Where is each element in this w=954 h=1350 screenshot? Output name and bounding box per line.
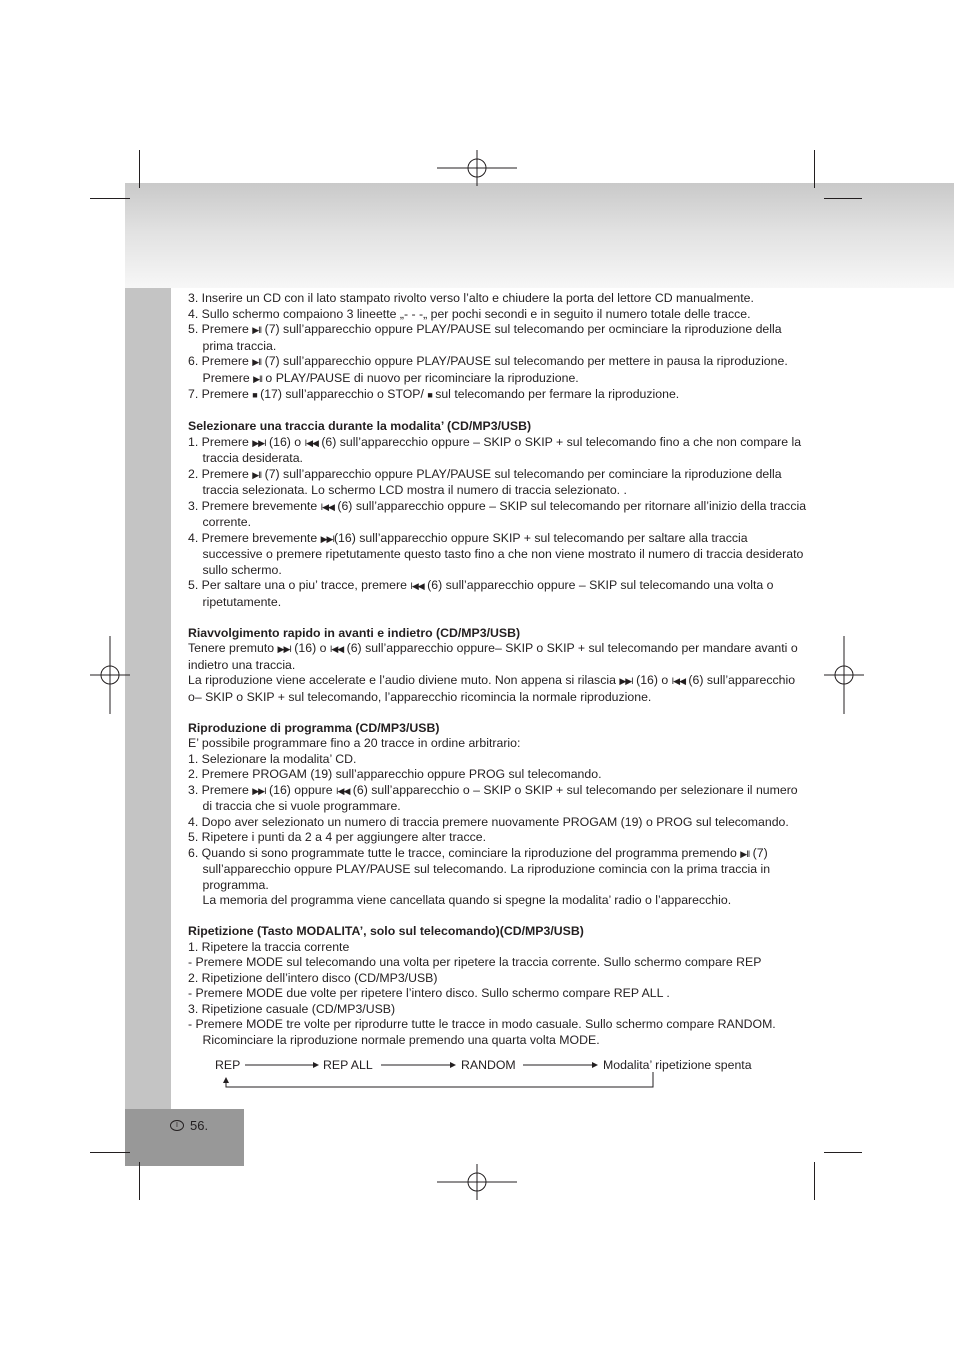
list-item: 5. Ripetere i punti da 2 a 4 per aggiungere alter tracce. xyxy=(188,830,487,844)
crop-mark xyxy=(139,150,140,188)
crop-mark xyxy=(139,1162,140,1200)
list-item: 3. Premere ▶▶I (16) oppure I◀◀ (6) sull’apparecchio o – SKIP o SKIP + sul telecomando per selezionare il numero di traccia che si vuole programmare. xyxy=(188,782,798,813)
next-icon: ▶▶I xyxy=(252,785,266,796)
list-item: 4. Sullo schermo compaiono 3 lineette „- - -„ per pochi secondi e in seguito il numero totale delle tracce. xyxy=(188,306,751,321)
next-icon: ▶▶I xyxy=(320,533,334,544)
program-intro: E’ possibile programmare fino a 20 tracce in ordine arbitrario: xyxy=(188,736,521,750)
prev-icon: I◀◀ xyxy=(671,676,685,686)
list-item: La riproduzione viene accelerate e l’audio diviene muto. Non appena si rilascia ▶▶I (16) o I◀◀ (6) sull’apparecchio o– SKIP o SKIP + sul telecomando, l’apparecchio ricomincia la normale riproduzione. xyxy=(188,673,796,704)
list-item: 7. Premere ■ (17) sull’apparecchio o STOP/ ■ sul telecomando per fermare la riproduzione. xyxy=(188,387,680,401)
list-item: 4. Dopo aver selezionato un numero di traccia premere nuovamente PROGAM (19) o PROG sul telecomando. xyxy=(188,814,789,829)
steps-top xyxy=(188,291,808,404)
list-item: - Premere MODE due volte per ripetere l’intero disco. Sullo schermo compare REP ALL . xyxy=(188,986,670,1000)
list-item: 4. Premere brevemente ▶▶I(16) sull’apparecchio oppure SKIP + sul telecomando per saltare alla traccia successive o premere ripetutamente questo tasto fino a che non viene mostrato il numero di traccia desiderato sullo schermo. xyxy=(188,530,804,577)
side-strip xyxy=(125,288,171,1110)
prev-icon: I◀◀ xyxy=(304,437,318,448)
prev-icon: I◀◀ xyxy=(410,581,424,591)
section-title-repeat: Ripetizione (Tasto MODALITA’, solo sul telecomando)(CD/MP3/USB) xyxy=(188,924,584,938)
diagram-rep: REP xyxy=(215,1058,241,1072)
program-note: La memoria del programma viene cancellata quando si spegne la modalita’ radio o l’apparecchio. xyxy=(202,893,732,907)
list-item: 1. Ripetere la traccia corrente xyxy=(188,939,350,954)
stop-icon: ■ xyxy=(427,390,432,400)
play-pause-icon: ▶II xyxy=(252,325,262,335)
list-item: - Premere MODE sul telecomando una volta per ripetere la traccia corrente. Sullo schermo compare REP xyxy=(188,955,762,969)
repeat-cycle-diagram xyxy=(215,1058,815,1094)
section-title-program: Riproduzione di programma (CD/MP3/USB) xyxy=(188,720,440,735)
diagram-off: Modalita’ ripetizione spenta xyxy=(603,1058,752,1072)
diagram-rep-all: REP ALL xyxy=(323,1058,373,1072)
prev-icon: I◀◀ xyxy=(329,644,344,654)
crop-mark xyxy=(814,150,815,188)
list-item: Tenere premuto ▶▶I (16) o I◀◀ (6) sull’apparecchio oppure– SKIP o SKIP + sul telecomando per mandare avanti o indietro una traccia. xyxy=(188,641,798,672)
registration-mark-icon xyxy=(437,1162,517,1202)
diagram-random: RANDOM xyxy=(461,1058,516,1072)
play-pause-icon: ▶II xyxy=(252,357,262,367)
section-rewind-items xyxy=(188,641,808,705)
next-icon: ▶▶I xyxy=(252,437,266,448)
crop-mark xyxy=(814,1162,815,1200)
list-item: 1. Premere ▶▶I (16) o I◀◀ (6) sull’apparecchio oppure – SKIP o SKIP + sul telecomando fino a che non compare la traccia desiderata. xyxy=(188,434,802,465)
list-item: 3. Inserire un CD con il lato stampato rivolto verso l’alto e chiudere la porta del lettore CD manualmente. xyxy=(188,291,754,305)
list-item: 1. Selezionare la modalita’ CD. xyxy=(188,751,357,766)
section-select-items xyxy=(188,435,808,611)
crop-mark xyxy=(90,1152,130,1153)
list-item: 2. Ripetizione dell’intero disco (CD/MP3/USB) xyxy=(188,970,438,985)
stop-icon: ■ xyxy=(252,390,257,400)
list-item: 5. Premere ▶II (7) sull’apparecchio oppure PLAY/PAUSE sul telecomando per ocminciare la riproduzione della prima traccia. xyxy=(188,322,782,353)
next-icon: ▶▶I xyxy=(277,644,291,654)
section-title-rewind: Riavvolgimento rapido in avanti e indietro (CD/MP3/USB) xyxy=(188,625,521,640)
page-number xyxy=(170,1118,208,1133)
list-item: 2. Premere ▶II (7) sull’apparecchio oppure PLAY/PAUSE sul telecomando per cominciare la riproduzione della traccia selezionata. Lo schermo LCD mostra il numero di traccia selezionato. . xyxy=(188,466,782,497)
play-pause-icon: ▶II xyxy=(253,373,263,384)
registration-mark-icon xyxy=(90,636,130,714)
list-item: 6. Quando si sono programmate tutte le tracce, cominciare la riproduzione del programma premendo ▶II (7) sull’apparecchio oppure PLAY/PAUSE sul telecomando. La riproduzione comincia con la prima traccia in programma. xyxy=(188,845,771,892)
list-item: 6. Premere ▶II (7) sull’apparecchio oppure PLAY/PAUSE sul telecomando per mettere in pausa la riproduzione. Premere ▶II o PLAY/PAUSE di nuovo per ricominciare la riproduzione. xyxy=(188,354,788,385)
prev-icon: I◀◀ xyxy=(336,785,350,796)
language-circle-icon: I xyxy=(170,1120,184,1131)
manual-content xyxy=(188,291,808,1048)
section-repeat-items xyxy=(188,940,808,1049)
list-item: 3. Premere brevemente I◀◀ (6) sull’apparecchio oppure – SKIP sul telecomando per ritornare all’inizio della traccia corrente. xyxy=(188,498,807,529)
list-item: 5. Per saltare una o piu’ tracce, premere I◀◀ (6) sull’apparecchio oppure – SKIP sul telecomando una volta o ripetutamente. xyxy=(188,578,774,609)
crop-mark xyxy=(90,198,130,199)
registration-mark-icon xyxy=(437,148,517,188)
page-number-text: 56. xyxy=(190,1118,209,1133)
crop-mark xyxy=(824,1152,862,1153)
play-pause-icon: ▶II xyxy=(252,469,262,480)
list-item: 3. Ripetizione casuale (CD/MP3/USB) xyxy=(188,1001,396,1016)
section-title-select: Selezionare una traccia durante la modalita’ (CD/MP3/USB) xyxy=(188,419,532,433)
play-pause-icon: ▶II xyxy=(740,848,750,859)
list-item: 2. Premere PROGAM (19) sull’apparecchio oppure PROG sul telecomando. xyxy=(188,767,602,781)
crop-mark xyxy=(824,198,862,199)
next-icon: ▶▶I xyxy=(619,676,633,686)
registration-mark-icon xyxy=(824,636,864,714)
section-program-items xyxy=(188,752,808,894)
list-item: - Premere MODE tre volte per riprodurre tutte le tracce in modo casuale. Sullo schermo compare RANDOM. Ricominciare la riproduzione normale premendo una quarta volta MODE. xyxy=(188,1017,776,1047)
prev-icon: I◀◀ xyxy=(320,501,334,512)
